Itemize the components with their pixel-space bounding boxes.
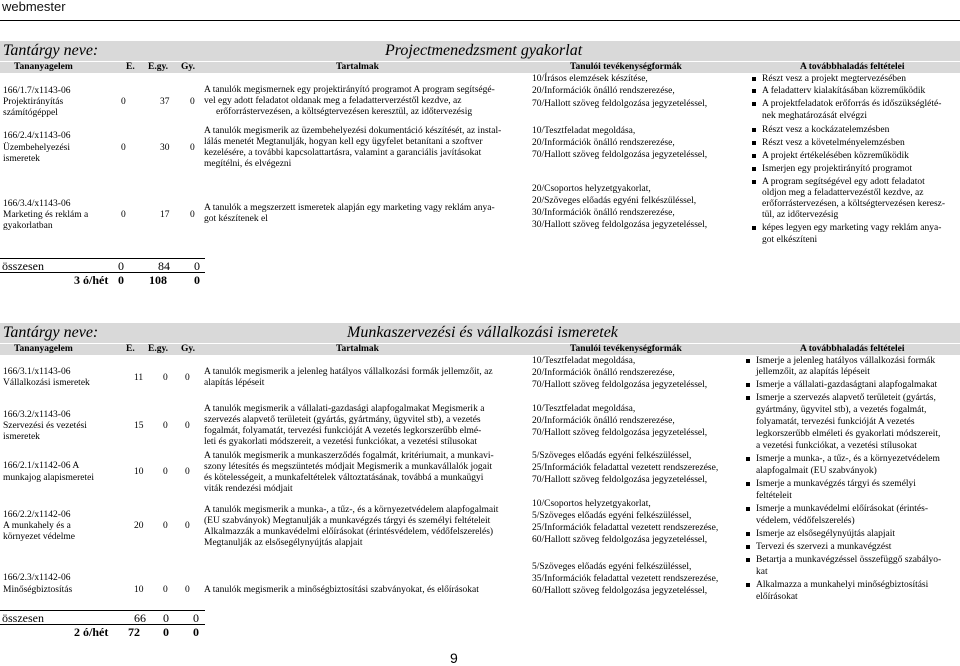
list-item-cont: alapfogalmait (EU szabványok) bbox=[756, 466, 877, 476]
list-item-cont: legkorszerűbb elméleti és gyakorlati módszereit, bbox=[756, 429, 941, 439]
weekly-e: 72 bbox=[128, 625, 140, 639]
row-activity: 5/Szöveges előadás egyéni felkészüléssel, bbox=[532, 511, 692, 521]
row-content: Alkalmazzák a munkavédelmi előírásokat (érintésvédelem, védőfelszerelés) bbox=[204, 527, 494, 537]
row-name: gyakorlatban bbox=[3, 221, 53, 231]
list-item-cont: nek meghatározását elvégzi bbox=[762, 111, 867, 121]
row-activity: 20/Információk önálló rendszerezése, bbox=[532, 138, 675, 148]
row-content: A tanulók megismerik az üzembehelyezési dokumentáció készítését, az instal- bbox=[204, 126, 502, 136]
list-item: Betartja a munkavégzéssel összefüggő szabályo- bbox=[756, 555, 942, 565]
row-e: 10 bbox=[134, 467, 144, 477]
site-title: webmester bbox=[2, 0, 66, 14]
row-egy: 0 bbox=[163, 585, 168, 595]
row-code: 166/2.2/x1142-06 bbox=[3, 510, 71, 520]
row-content: A tanulók megismerik a munkaszerződés fogalmát, kritériumait, a munkavi- bbox=[204, 451, 494, 461]
list-item: A projektfeladatok erőforrás és időszükséglété- bbox=[762, 99, 942, 109]
list-item: Ismerje a szervezés alapvető területeit (gyártás, bbox=[756, 393, 936, 403]
row-code: 166/3.2/x1143-06 bbox=[3, 410, 71, 420]
row-egy: 17 bbox=[160, 210, 170, 220]
row-activity: 60/Hallott szöveg feldolgozása jegyzeteléssel, bbox=[532, 586, 708, 596]
list-item: Ismerje a munka-, a tűz-, és a környezetvédelem bbox=[756, 454, 940, 464]
row-e: 15 bbox=[134, 421, 144, 431]
row-name: számítógéppel bbox=[3, 108, 58, 118]
row-content: A tanulók megismerik a vállalati-gazdasági alapfogalmakat Megismerik a bbox=[204, 404, 485, 414]
row-activity: 60/Hallott szöveg feldolgozása jegyzeteléssel, bbox=[532, 535, 708, 545]
summary-egy: 0 bbox=[163, 611, 169, 625]
row-activity: 10/Írásos elemzések készítése, bbox=[532, 74, 648, 84]
row-activity: 10/Tesztfeladat megoldása, bbox=[532, 126, 636, 136]
list-item-cont: gyártmány, ügyvitel stb), a vezetés fogalmát, bbox=[756, 405, 927, 415]
row-name: ismeretek bbox=[3, 154, 40, 164]
row-name: Marketing és reklám a bbox=[3, 210, 89, 220]
row-code: 166/2.1/x1142-06 A bbox=[3, 461, 80, 471]
row-content: megítélni, és elvégezni bbox=[204, 159, 292, 169]
row-egy: 37 bbox=[160, 97, 170, 107]
summary-gy: 0 bbox=[194, 259, 200, 273]
row-content: A tanulók a megszerzett ismeretek alapján egy marketing vagy reklám anya- bbox=[204, 203, 495, 213]
row-gy: 0 bbox=[190, 210, 195, 220]
row-content: got készítenek el bbox=[204, 214, 268, 224]
row-activity: 10/Tesztfeladat megoldása, bbox=[532, 404, 636, 414]
list-item: A projekt értékelésében közreműködik bbox=[762, 151, 909, 161]
list-item-cont: védelem, védőfelszerelés) bbox=[756, 516, 855, 526]
col-header-e: E. bbox=[126, 62, 135, 72]
row-name: A munkahely és a bbox=[3, 521, 71, 531]
row-code: 166/2.3/x1142-06 bbox=[3, 573, 71, 583]
site-header bbox=[0, 0, 960, 18]
row-content: lálás menetét Megtanulják, hogyan kell egy ügyfelet betanítani a szoftver bbox=[204, 137, 483, 147]
col-header-tanuloi: Tanulói tevékenységformák bbox=[570, 62, 682, 72]
subject-label: Tantárgy neve: bbox=[3, 324, 99, 341]
subject-name: Munkaszervezési és vállalkozási ismeretek bbox=[347, 324, 618, 341]
row-activity: 70/Hallott szöveg feldolgozása jegyzeteléssel, bbox=[532, 99, 708, 109]
col-header-gy: Gy. bbox=[181, 62, 195, 72]
table-header-row bbox=[0, 344, 960, 355]
summary-divider bbox=[0, 258, 205, 271]
col-header-egy: E.gy. bbox=[148, 344, 169, 354]
col-header-egy: E.gy. bbox=[148, 62, 169, 72]
list-item-cont: tül, az időtervezésig bbox=[762, 210, 839, 220]
list-item: Ismerje az elsősegélynyújtás alapjait bbox=[756, 529, 896, 539]
row-activity: 70/Hallott szöveg feldolgozása jegyzeteléssel, bbox=[532, 428, 708, 438]
row-content: A tanulók megismerik a minőségbiztosítási szabványokat, és előírásokat bbox=[204, 585, 479, 595]
list-item-cont: jellemzőit, az alapítás lépéseit bbox=[756, 367, 870, 377]
row-egy: 0 bbox=[163, 521, 168, 531]
row-activity: 30/Információk önálló rendszerezése, bbox=[532, 208, 675, 218]
row-e: 20 bbox=[134, 521, 144, 531]
col-header-tovabbhaladas: A továbbhaladás feltételei bbox=[800, 62, 905, 72]
row-content: kezelésére, a további kapcsolattartásra, valamint a garanciális javításokat bbox=[204, 148, 482, 158]
list-item: Ismerje a munkavédelmi előírásokat (érintés- bbox=[756, 504, 928, 514]
row-content: szony létesítés és megszüntetés módjait Megismerik a munkavállalók jogait bbox=[204, 462, 493, 472]
row-activity: 70/Hallott szöveg feldolgozása jegyzeteléssel, bbox=[532, 475, 708, 485]
summary-label: összesen bbox=[2, 259, 44, 273]
list-item: Alkalmazza a munkahelyi minőségbiztosítási bbox=[756, 580, 929, 590]
row-gy: 0 bbox=[190, 143, 195, 153]
weekly-egy: 0 bbox=[163, 625, 169, 639]
list-item-cont: a vezetési funkciókat, a vezetési stílusokat bbox=[756, 441, 917, 451]
list-item: Ismerje a vállalati-gazdaságtani alapfogalmakat bbox=[756, 380, 938, 390]
list-item-cont: kat bbox=[756, 567, 768, 577]
row-code: 166/1.7/x1143-06 bbox=[3, 86, 71, 96]
list-item-cont: erőforrástervezésen, a költségtervezésen keresz- bbox=[762, 199, 946, 209]
list-item-cont: feltételeit bbox=[756, 491, 792, 501]
list-item: A program segítségével egy adott feladatot bbox=[762, 177, 925, 187]
col-header-tovabbhaladas: A továbbhaladás feltételei bbox=[800, 344, 905, 354]
row-gy: 0 bbox=[185, 421, 190, 431]
weekly-e: 0 bbox=[118, 273, 124, 287]
subject-title-bar bbox=[0, 41, 960, 61]
list-item-cont: got elkészíteni bbox=[762, 235, 818, 245]
row-egy: 0 bbox=[163, 421, 168, 431]
row-name: ismeretek bbox=[3, 432, 40, 442]
row-gy: 0 bbox=[185, 585, 190, 595]
row-activity: 25/Információk feladattal vezetett rendszerezése, bbox=[532, 523, 719, 533]
summary-gy: 0 bbox=[193, 611, 199, 625]
row-gy: 0 bbox=[190, 97, 195, 107]
row-activity: 25/Információk feladattal vezetett rendszerezése, bbox=[532, 463, 719, 473]
row-content: erőforrástervezésen, a költségtervezésen keresztül, az időtervezésig bbox=[216, 107, 473, 117]
row-egy: 0 bbox=[163, 373, 168, 383]
weekly-label: 2 ó/hét bbox=[74, 625, 109, 639]
col-header-tanuloi: Tanulói tevékenységformák bbox=[570, 344, 682, 354]
row-activity: 10/Csoportos helyzetgyakorlat, bbox=[532, 499, 651, 509]
weekly-label: 3 ó/hét bbox=[74, 273, 109, 287]
row-code: 166/2.4/x1143-06 bbox=[3, 131, 71, 141]
list-item: Ismerjen egy projektirányító programot bbox=[762, 164, 913, 174]
col-header-tananyagelem: Tananyagelem bbox=[14, 62, 73, 72]
row-content: szervezés alapvető területeit (gyártás, gyártmány, ügyvitel stb), a vezetés bbox=[204, 415, 481, 425]
row-activity: 35/Információk feladattal vezetett rendszerezése, bbox=[532, 574, 719, 584]
row-name: munkajog alapismeretei bbox=[3, 473, 95, 483]
row-activity: 20/Információk önálló rendszerezése, bbox=[532, 416, 675, 426]
row-activity: 10/Tesztfeladat megoldása, bbox=[532, 356, 636, 366]
row-e: 0 bbox=[121, 97, 126, 107]
row-activity: 20/Szöveges előadás egyéni felkészüléssel, bbox=[532, 196, 697, 206]
list-item: Ismerje a munkavégzés tárgyi és személyi bbox=[756, 479, 916, 489]
list-item: Részt vesz a projekt megtervezésében bbox=[762, 74, 907, 84]
col-header-tartalmak: Tartalmak bbox=[336, 344, 379, 354]
row-egy: 0 bbox=[163, 467, 168, 477]
row-activity: 20/Információk önálló rendszerezése, bbox=[532, 86, 675, 96]
summary-egy: 84 bbox=[158, 259, 170, 273]
row-content: fogalmát, folyamatát, tervezési funkcióját A vezetés legkorszerűbb elmé- bbox=[204, 426, 482, 436]
row-content: leti és gyakorlati módszereit, a vezetési funkciókat, a vezetési stílusokat bbox=[204, 437, 478, 447]
row-content: alapítás lépéseit bbox=[204, 378, 265, 388]
row-activity: 20/Információk önálló rendszerezése, bbox=[532, 368, 675, 378]
list-item-cont: folyamatát, tervezési funkcióját A vezetés bbox=[756, 417, 915, 427]
table-header-row bbox=[0, 62, 960, 73]
summary-e: 0 bbox=[118, 259, 124, 273]
list-item-cont: oldjon meg a feladattervezéstől kezdve, az bbox=[762, 188, 924, 198]
row-egy: 30 bbox=[160, 143, 170, 153]
subject-name: Projectmenedzsment gyakorlat bbox=[385, 42, 583, 59]
row-content: A tanulók megismernek egy projektirányító programot A program segítségé- bbox=[204, 85, 495, 95]
weekly-gy: 0 bbox=[193, 625, 199, 639]
row-gy: 0 bbox=[185, 467, 190, 477]
list-item: Tervezi és szervezi a munkavégzést bbox=[756, 542, 892, 552]
list-item: képes legyen egy marketing vagy reklám anya- bbox=[762, 223, 942, 233]
row-e: 10 bbox=[134, 585, 144, 595]
col-header-e: E. bbox=[126, 344, 135, 354]
row-name: Minőségbiztosítás bbox=[3, 585, 73, 595]
row-e: 0 bbox=[121, 143, 126, 153]
row-gy: 0 bbox=[185, 373, 190, 383]
row-code: 166/3.1/x1143-06 bbox=[3, 367, 71, 377]
row-activity: 70/Hallott szöveg feldolgozása jegyzeteléssel, bbox=[532, 150, 708, 160]
col-header-tananyagelem: Tananyagelem bbox=[14, 344, 73, 354]
row-e: 11 bbox=[134, 373, 144, 383]
page-number: 9 bbox=[450, 650, 458, 666]
list-item-cont: előírásokat bbox=[756, 592, 798, 602]
row-content: vel egy adott feladatot oldanak meg a feladatterverzéstől kezdve, az bbox=[204, 96, 462, 106]
list-item: Részt vesz a kockázatelemzésben bbox=[762, 125, 890, 135]
row-name: Vállalkozási ismeretek bbox=[3, 378, 90, 388]
row-name: környezet védelme bbox=[3, 532, 76, 542]
row-content: A tanulók megismerik a munka-, a tűz-, és a környezetvédelem alapfogalmait bbox=[204, 505, 499, 515]
col-header-gy: Gy. bbox=[181, 344, 195, 354]
row-e: 0 bbox=[121, 210, 126, 220]
row-name: Projektirányítás bbox=[3, 97, 64, 107]
row-activity: 5/Szöveges előadás egyéni felkészüléssel, bbox=[532, 562, 692, 572]
row-content: és kötelességeit, a munkafeltételek változtatásának, továbbá a munkaügyi bbox=[204, 473, 484, 483]
weekly-egy: 108 bbox=[149, 273, 167, 287]
row-activity: 30/Hallott szöveg feldolgozása jegyzeteléssel, bbox=[532, 220, 708, 230]
row-gy: 0 bbox=[185, 521, 190, 531]
row-code: 166/3.4/x1143-06 bbox=[3, 199, 71, 209]
subject-label: Tantárgy neve: bbox=[3, 42, 99, 59]
list-item: Részt vesz a követelményelemzésben bbox=[762, 138, 905, 148]
row-activity: 5/Szöveges előadás egyéni felkészüléssel, bbox=[532, 451, 692, 461]
weekly-gy: 0 bbox=[194, 273, 200, 287]
list-item: A feladatterv kialakításában közreműködik bbox=[762, 86, 926, 96]
row-activity: 20/Csoportos helyzetgyakorlat, bbox=[532, 184, 651, 194]
list-item: Ismerje a jelenleg hatályos vállalkozási formák bbox=[756, 356, 936, 366]
summary-label: összesen bbox=[2, 611, 44, 625]
row-content: viták rendezési módjait bbox=[204, 484, 293, 494]
row-content: Megtanulják az elsősegélynyújtás alapjait bbox=[204, 538, 363, 548]
row-name: Szervezési és vezetési bbox=[3, 421, 87, 431]
row-name: Üzembehelyezési bbox=[3, 143, 70, 153]
row-activity: 70/Hallott szöveg feldolgozása jegyzeteléssel, bbox=[532, 380, 708, 390]
row-content: (EU szabványok) Megtanulják a munkavégzés tárgyi és személyi feltételeit bbox=[204, 516, 491, 526]
summary-e: 66 bbox=[134, 611, 146, 625]
subject-title-bar bbox=[0, 323, 960, 343]
header-divider bbox=[0, 20, 960, 21]
col-header-tartalmak: Tartalmak bbox=[336, 62, 379, 72]
row-content: A tanulók megismerik a jelenleg hatályos vállalkozási formák jellemzőit, az bbox=[204, 367, 493, 377]
